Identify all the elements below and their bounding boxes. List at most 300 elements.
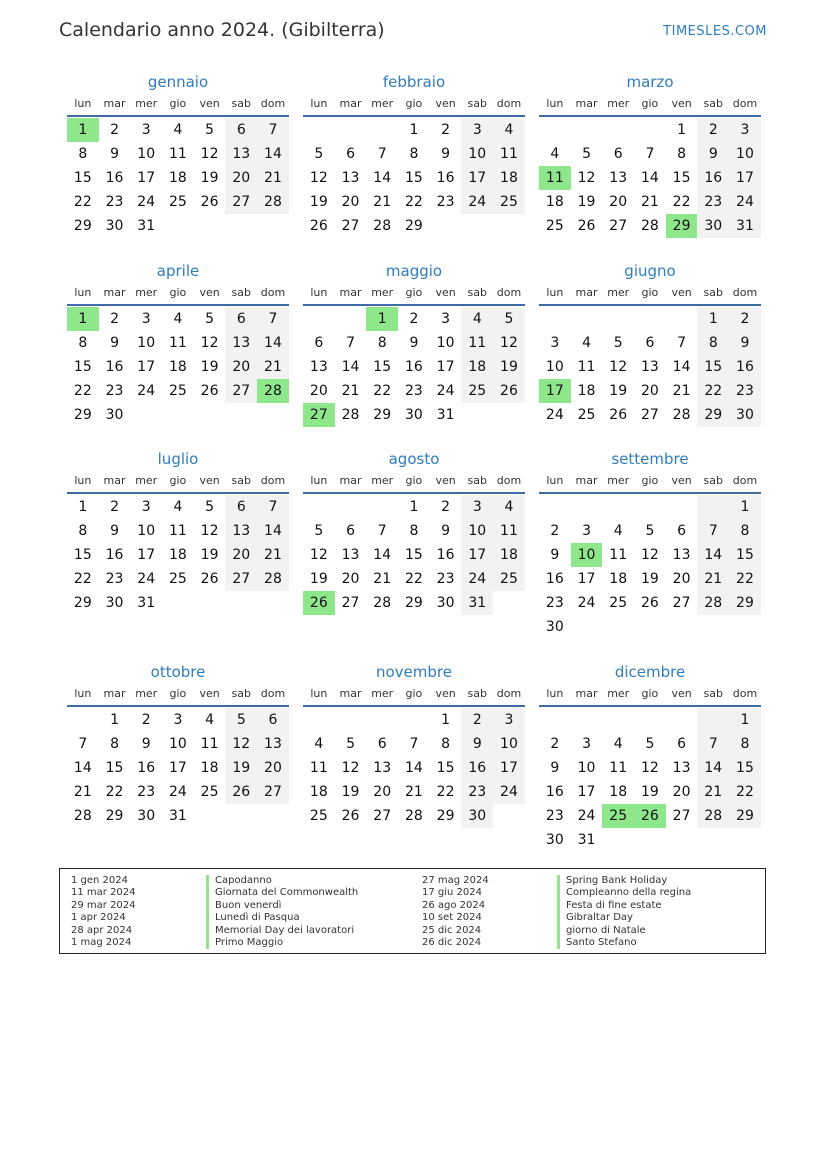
month-name: agosto <box>388 450 440 468</box>
day-cell: 4 <box>493 495 525 519</box>
weekday-label: ven <box>435 474 456 487</box>
day-cell: 12 <box>200 335 219 351</box>
day-cell: 12 <box>493 331 525 355</box>
day-cell: 10 <box>137 146 156 162</box>
weekday-header <box>539 97 761 117</box>
empty-cell <box>666 828 698 852</box>
day-cell: 17 <box>577 571 596 587</box>
day-cell: 16 <box>105 359 124 375</box>
day-cell: 20 <box>225 543 257 567</box>
day-cell: 17 <box>137 170 156 186</box>
weekday-label: ven <box>671 474 692 487</box>
day-cell: 29 <box>436 808 455 824</box>
weekday-label: mer <box>135 474 158 487</box>
day-cell: 26 <box>341 808 360 824</box>
weekday-label: mer <box>135 97 158 110</box>
day-cell: 2 <box>697 118 729 142</box>
day-cell: 24 <box>168 784 187 800</box>
day-cell: 9 <box>110 335 119 351</box>
day-cell: 22 <box>697 379 729 403</box>
day-cell: 2 <box>110 122 119 138</box>
day-cell: 5 <box>205 122 215 138</box>
day-cell: 25 <box>493 190 525 214</box>
weekday-label: mer <box>371 286 394 299</box>
day-cell: 20 <box>257 756 289 780</box>
empty-cell <box>130 403 162 427</box>
month-giugno <box>539 262 761 427</box>
day-grid <box>539 495 761 639</box>
legend-right-dates <box>422 875 489 949</box>
legend-holiday-name: Santo Stefano <box>557 937 691 949</box>
weekday-label: lun <box>310 286 328 299</box>
empty-cell <box>335 708 367 732</box>
day-cell: 11 <box>168 523 187 539</box>
day-cell: 27 <box>609 218 628 234</box>
day-cell: 28 <box>341 407 360 423</box>
weekday-label: mer <box>135 286 158 299</box>
weekday-label: gio <box>405 286 423 299</box>
day-cell: 5 <box>205 311 215 327</box>
empty-cell <box>493 804 525 828</box>
empty-cell <box>162 214 194 238</box>
day-cell: 19 <box>200 547 219 563</box>
weekday-label: mar <box>575 687 598 700</box>
day-cell: 16 <box>436 547 455 563</box>
weekday-label: mar <box>339 286 362 299</box>
day-cell: 18 <box>168 170 187 186</box>
empty-cell <box>162 403 194 427</box>
legend-holiday-name: Lunedì di Pasqua <box>206 912 358 924</box>
day-cell: 27 <box>225 190 257 214</box>
day-cell: 19 <box>200 170 219 186</box>
holiday-day-cell: 1 <box>67 307 99 331</box>
day-cell: 30 <box>545 619 564 635</box>
weekday-label: dom <box>732 97 758 110</box>
empty-cell <box>461 214 493 238</box>
legend-holiday-date: 11 mar 2024 <box>71 887 136 899</box>
empty-cell <box>697 615 729 639</box>
day-cell: 16 <box>105 547 124 563</box>
day-cell: 3 <box>729 118 761 142</box>
day-cell: 25 <box>168 194 187 210</box>
day-cell: 30 <box>137 808 156 824</box>
empty-cell <box>666 615 698 639</box>
legend-holiday-name: Giornata del Commonwealth <box>206 887 358 899</box>
empty-cell <box>729 828 761 852</box>
month-name: giugno <box>624 262 676 280</box>
weekday-label: mar <box>575 97 598 110</box>
day-cell: 1 <box>409 122 419 138</box>
day-cell: 24 <box>436 383 455 399</box>
day-cell: 7 <box>346 335 355 351</box>
day-cell: 14 <box>257 331 289 355</box>
day-cell: 1 <box>441 712 451 728</box>
day-cell: 13 <box>225 331 257 355</box>
day-cell: 22 <box>373 383 392 399</box>
day-cell: 18 <box>168 359 187 375</box>
day-cell: 24 <box>461 567 493 591</box>
day-cell: 26 <box>577 218 596 234</box>
weekday-label: lun <box>74 97 92 110</box>
day-cell: 24 <box>577 595 596 611</box>
day-cell: 7 <box>377 146 387 162</box>
weekday-label: dom <box>496 286 522 299</box>
month-name: aprile <box>156 262 200 280</box>
legend-left-names <box>206 875 358 949</box>
empty-cell <box>461 403 493 427</box>
legend-holiday-name: Capodanno <box>206 875 358 887</box>
day-cell: 24 <box>461 190 493 214</box>
day-cell: 3 <box>582 736 591 752</box>
day-cell: 11 <box>577 359 596 375</box>
holiday-day-cell: 11 <box>539 166 571 190</box>
empty-cell <box>225 591 257 615</box>
day-cell: 21 <box>640 194 659 210</box>
day-cell: 4 <box>550 146 560 162</box>
legend-holiday-name: Primo Maggio <box>206 937 358 949</box>
day-cell: 17 <box>168 760 187 776</box>
day-cell: 6 <box>346 146 355 162</box>
day-cell: 19 <box>609 383 628 399</box>
day-cell: 14 <box>640 170 659 186</box>
empty-cell <box>303 708 335 732</box>
day-cell: 26 <box>225 780 257 804</box>
day-cell: 15 <box>73 547 92 563</box>
day-cell: 29 <box>697 403 729 427</box>
legend-holiday-date: 28 apr 2024 <box>71 924 133 936</box>
month-name: maggio <box>385 262 443 280</box>
day-grid <box>539 708 761 852</box>
day-cell: 16 <box>404 359 423 375</box>
weekday-label: ven <box>199 97 220 110</box>
day-cell: 5 <box>205 499 215 515</box>
day-cell: 20 <box>373 784 392 800</box>
day-cell: 15 <box>73 359 92 375</box>
month-aprile <box>67 262 289 427</box>
day-cell: 20 <box>309 383 328 399</box>
day-cell: 27 <box>640 407 659 423</box>
day-cell: 12 <box>341 760 360 776</box>
day-cell: 18 <box>609 784 628 800</box>
empty-cell <box>225 804 257 828</box>
day-cell: 6 <box>677 523 687 539</box>
day-cell: 29 <box>73 218 92 234</box>
day-cell: 11 <box>168 146 187 162</box>
weekday-label: sab <box>231 474 252 487</box>
day-cell: 22 <box>672 194 691 210</box>
weekday-label: mar <box>103 97 126 110</box>
weekday-label: gio <box>169 474 187 487</box>
day-cell: 20 <box>672 784 691 800</box>
day-cell: 12 <box>609 359 628 375</box>
day-cell: 21 <box>341 383 360 399</box>
day-cell: 18 <box>309 784 328 800</box>
weekday-label: ven <box>199 687 220 700</box>
day-cell: 14 <box>373 547 392 563</box>
day-cell: 15 <box>729 543 761 567</box>
legend-holiday-name: giorno di Natale <box>557 925 691 937</box>
day-cell: 22 <box>73 383 92 399</box>
holiday-legend <box>59 868 766 954</box>
month-name: novembre <box>376 663 452 681</box>
day-cell: 6 <box>645 335 655 351</box>
legend-holiday-date: 27 mag 2024 <box>422 875 489 886</box>
day-cell: 12 <box>225 732 257 756</box>
weekday-label: dom <box>260 286 286 299</box>
legend-left-dates <box>71 875 136 949</box>
weekday-label: sab <box>231 687 252 700</box>
month-name: gennaio <box>147 73 209 91</box>
page-title: Calendario anno 2024. (Gibilterra) <box>59 19 385 41</box>
empty-cell <box>634 118 666 142</box>
day-cell: 15 <box>404 547 423 563</box>
empty-cell <box>430 214 462 238</box>
day-cell: 30 <box>404 407 423 423</box>
empty-cell <box>194 403 226 427</box>
day-cell: 31 <box>137 595 156 611</box>
day-cell: 6 <box>613 146 623 162</box>
day-cell: 31 <box>577 832 596 848</box>
month-dicembre <box>539 663 761 852</box>
day-cell: 6 <box>257 708 289 732</box>
day-cell: 5 <box>225 708 257 732</box>
day-cell: 3 <box>141 311 151 327</box>
day-cell: 19 <box>309 194 328 210</box>
day-cell: 14 <box>341 359 360 375</box>
empty-cell <box>602 307 634 331</box>
empty-cell <box>634 307 666 331</box>
empty-cell <box>666 307 698 331</box>
weekday-label: sab <box>467 687 488 700</box>
weekday-label: sab <box>703 687 724 700</box>
day-grid <box>303 307 525 427</box>
day-cell: 6 <box>346 523 355 539</box>
day-cell: 3 <box>582 523 591 539</box>
day-cell: 26 <box>640 595 659 611</box>
day-cell: 29 <box>404 595 423 611</box>
weekday-label: gio <box>405 474 423 487</box>
day-cell: 23 <box>545 808 564 824</box>
day-cell: 23 <box>436 571 455 587</box>
weekday-label: mer <box>371 97 394 110</box>
day-cell: 7 <box>78 736 88 752</box>
month-agosto <box>303 450 525 615</box>
empty-cell <box>634 708 666 732</box>
day-cell: 5 <box>493 307 525 331</box>
day-cell: 27 <box>672 595 691 611</box>
day-cell: 2 <box>441 122 451 138</box>
weekday-label: dom <box>732 286 758 299</box>
site-link[interactable]: TIMESLES.COM <box>663 24 767 39</box>
day-cell: 5 <box>645 523 655 539</box>
day-cell: 31 <box>461 591 493 615</box>
weekday-label: lun <box>310 474 328 487</box>
day-cell: 26 <box>309 218 328 234</box>
weekday-label: mar <box>103 687 126 700</box>
day-cell: 14 <box>672 359 691 375</box>
weekday-label: mar <box>103 286 126 299</box>
day-cell: 22 <box>404 194 423 210</box>
weekday-label: ven <box>435 687 456 700</box>
day-grid <box>539 118 761 238</box>
weekday-header <box>539 687 761 707</box>
legend-holiday-date: 1 apr 2024 <box>71 912 126 924</box>
day-cell: 21 <box>697 567 729 591</box>
empty-cell <box>303 495 335 519</box>
weekday-header <box>539 474 761 494</box>
day-cell: 1 <box>677 122 687 138</box>
day-cell: 5 <box>314 146 324 162</box>
weekday-label: lun <box>310 97 328 110</box>
day-cell: 25 <box>609 595 628 611</box>
day-cell: 4 <box>173 499 183 515</box>
day-cell: 14 <box>73 760 92 776</box>
legend-holiday-date: 26 ago 2024 <box>422 899 486 911</box>
weekday-label: ven <box>435 286 456 299</box>
weekday-label: gio <box>169 97 187 110</box>
weekday-label: sab <box>231 97 252 110</box>
empty-cell <box>303 307 335 331</box>
empty-cell <box>67 708 99 732</box>
holiday-day-cell: 27 <box>303 403 335 427</box>
empty-cell <box>493 591 525 615</box>
day-cell: 27 <box>341 595 360 611</box>
day-cell: 27 <box>225 567 257 591</box>
empty-cell <box>602 118 634 142</box>
month-name: settembre <box>611 450 689 468</box>
weekday-label: gio <box>169 286 187 299</box>
day-cell: 4 <box>173 311 183 327</box>
day-cell: 23 <box>105 194 124 210</box>
day-cell: 30 <box>461 804 493 828</box>
holiday-day-cell: 1 <box>366 307 398 331</box>
day-cell: 9 <box>441 146 451 162</box>
empty-cell <box>303 118 335 142</box>
day-cell: 1 <box>78 499 88 515</box>
day-cell: 29 <box>729 804 761 828</box>
day-cell: 6 <box>225 495 257 519</box>
empty-cell <box>335 495 367 519</box>
day-cell: 19 <box>341 784 360 800</box>
day-cell: 28 <box>373 218 392 234</box>
month-gennaio <box>67 73 289 238</box>
empty-cell <box>493 403 525 427</box>
day-cell: 24 <box>493 780 525 804</box>
day-cell: 20 <box>672 571 691 587</box>
empty-cell <box>634 495 666 519</box>
day-cell: 19 <box>309 571 328 587</box>
weekday-label: sab <box>467 286 488 299</box>
weekday-label: dom <box>496 97 522 110</box>
day-cell: 28 <box>257 190 289 214</box>
weekday-label: mar <box>575 474 598 487</box>
day-cell: 7 <box>257 118 289 142</box>
weekday-label: sab <box>467 97 488 110</box>
day-cell: 4 <box>613 736 623 752</box>
empty-cell <box>602 615 634 639</box>
weekday-header <box>67 286 289 306</box>
day-cell: 9 <box>441 523 451 539</box>
day-cell: 13 <box>225 519 257 543</box>
day-grid <box>67 118 289 238</box>
day-cell: 10 <box>493 732 525 756</box>
day-cell: 11 <box>609 547 628 563</box>
day-cell: 3 <box>441 311 451 327</box>
day-cell: 8 <box>78 523 88 539</box>
month-marzo <box>539 73 761 238</box>
day-cell: 8 <box>409 146 419 162</box>
day-cell: 24 <box>729 190 761 214</box>
day-cell: 25 <box>493 567 525 591</box>
day-cell: 8 <box>377 335 387 351</box>
day-cell: 10 <box>436 335 455 351</box>
day-cell: 20 <box>640 383 659 399</box>
month-febbraio <box>303 73 525 238</box>
empty-cell <box>571 615 603 639</box>
day-cell: 17 <box>461 166 493 190</box>
weekday-label: mer <box>607 687 630 700</box>
day-cell: 8 <box>110 736 119 752</box>
weekday-label: mar <box>339 97 362 110</box>
empty-cell <box>539 708 571 732</box>
day-cell: 10 <box>137 523 156 539</box>
day-cell: 26 <box>200 194 219 210</box>
day-cell: 21 <box>257 166 289 190</box>
weekday-header <box>303 97 525 117</box>
day-cell: 1 <box>729 495 761 519</box>
day-cell: 15 <box>105 760 124 776</box>
day-cell: 18 <box>200 760 219 776</box>
day-cell: 20 <box>609 194 628 210</box>
day-cell: 28 <box>672 407 691 423</box>
day-cell: 24 <box>137 194 156 210</box>
weekday-label: mer <box>371 687 394 700</box>
day-cell: 4 <box>173 122 183 138</box>
weekday-label: mar <box>103 474 126 487</box>
day-cell: 15 <box>404 170 423 186</box>
day-cell: 8 <box>677 146 687 162</box>
day-cell: 20 <box>341 571 360 587</box>
legend-right-names <box>557 875 691 949</box>
weekday-header <box>303 474 525 494</box>
day-cell: 16 <box>729 355 761 379</box>
day-cell: 27 <box>341 218 360 234</box>
day-cell: 9 <box>550 760 560 776</box>
day-cell: 15 <box>436 760 455 776</box>
day-cell: 25 <box>461 379 493 403</box>
holiday-day-cell: 26 <box>634 804 666 828</box>
day-cell: 7 <box>645 146 655 162</box>
empty-cell <box>666 495 698 519</box>
day-cell: 8 <box>409 523 419 539</box>
holiday-day-cell: 10 <box>571 543 603 567</box>
empty-cell <box>257 214 289 238</box>
empty-cell <box>571 708 603 732</box>
day-cell: 28 <box>73 808 92 824</box>
day-cell: 14 <box>257 519 289 543</box>
day-cell: 25 <box>200 784 219 800</box>
day-cell: 17 <box>436 359 455 375</box>
day-cell: 13 <box>309 359 328 375</box>
holiday-day-cell: 25 <box>602 804 634 828</box>
legend-holiday-date: 10 set 2024 <box>422 912 482 924</box>
day-cell: 21 <box>73 784 92 800</box>
legend-holiday-date: 1 gen 2024 <box>71 875 129 886</box>
day-cell: 3 <box>173 712 183 728</box>
empty-cell <box>366 708 398 732</box>
weekday-label: gio <box>641 474 659 487</box>
day-cell: 15 <box>697 355 729 379</box>
